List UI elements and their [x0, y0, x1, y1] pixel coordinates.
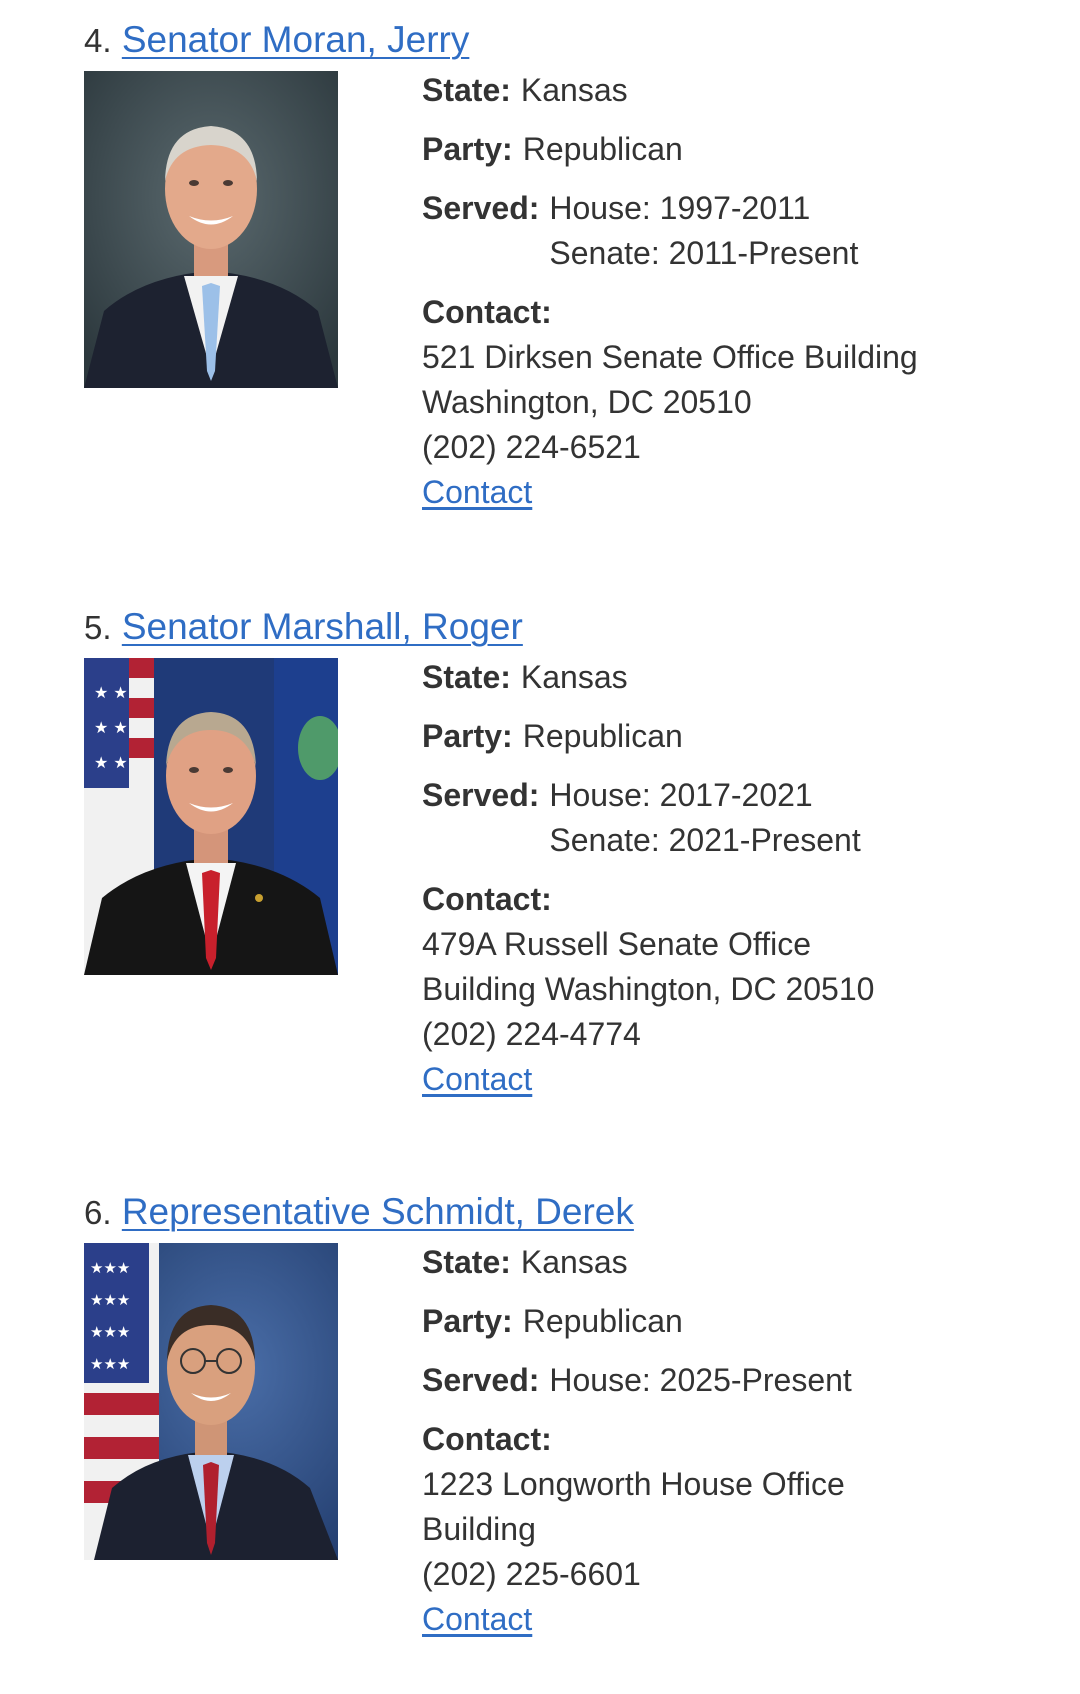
served-house: House: 2025-Present — [549, 1362, 852, 1398]
legislator-info — [422, 68, 1022, 515]
svg-text:★★★: ★★★ — [90, 1355, 131, 1373]
state-value: Kansas — [520, 1244, 628, 1280]
party-label: Party: — [422, 1303, 513, 1339]
state-label: State: — [422, 72, 511, 108]
legislator-photo — [84, 71, 338, 388]
served-label: Served: — [422, 1362, 540, 1398]
served-house: House: 2017-2021 — [549, 777, 813, 813]
entry-number: 5. — [84, 609, 112, 646]
served-label: Served: — [422, 777, 540, 813]
address-line-2: Building Washington, DC 20510 — [422, 971, 875, 1007]
party-value: Republican — [522, 131, 683, 167]
legislator-photo — [84, 658, 338, 975]
entry-number: 6. — [84, 1194, 112, 1231]
state-row — [422, 655, 1022, 700]
address-line-1: 1223 Longworth House Office — [422, 1466, 845, 1502]
contact-link[interactable]: Contact — [422, 474, 533, 510]
contact-block — [422, 877, 1022, 1102]
legislator-name-link[interactable]: Representative Schmidt, Derek — [121, 1191, 634, 1232]
phone-number: (202) 225-6601 — [422, 1556, 641, 1592]
address-line-2: Washington, DC 20510 — [422, 384, 752, 420]
served-row — [422, 773, 1022, 863]
party-row — [422, 127, 1022, 172]
party-value: Republican — [522, 718, 683, 754]
party-label: Party: — [422, 131, 513, 167]
state-label: State: — [422, 1244, 511, 1280]
party-label: Party: — [422, 718, 513, 754]
legislator-entry-marshall — [0, 597, 1080, 1127]
legislator-photo — [84, 1243, 338, 1560]
served-house: House: 1997-2011 — [549, 190, 811, 226]
served-label: Served: — [422, 190, 540, 226]
contact-link[interactable]: Contact — [422, 1061, 533, 1097]
entry-number: 4. — [84, 22, 112, 59]
svg-text:★★★: ★★★ — [90, 1259, 131, 1277]
state-row — [422, 1240, 1022, 1285]
contact-link[interactable]: Contact — [422, 1601, 533, 1637]
phone-number: (202) 224-6521 — [422, 429, 641, 465]
served-senate: Senate: 2021-Present — [549, 822, 861, 858]
entry-heading — [84, 597, 523, 657]
entry-heading — [84, 10, 469, 70]
address-line-1: 479A Russell Senate Office — [422, 926, 811, 962]
legislator-info — [422, 655, 1022, 1102]
phone-number: (202) 224-4774 — [422, 1016, 641, 1052]
svg-text:★ ★: ★ ★ — [94, 683, 128, 702]
party-value: Republican — [522, 1303, 683, 1339]
contact-label: Contact: — [422, 881, 552, 917]
entry-heading — [84, 1182, 634, 1242]
state-row — [422, 68, 1022, 113]
svg-text:★ ★: ★ ★ — [94, 718, 128, 737]
legislator-entry-schmidt — [0, 1182, 1080, 1682]
contact-label: Contact: — [422, 294, 552, 330]
address-line-1: 521 Dirksen Senate Office Building — [422, 339, 918, 375]
contact-block — [422, 290, 1022, 515]
contact-label: Contact: — [422, 1421, 552, 1457]
legislator-entry-moran — [0, 10, 1080, 540]
legislator-info — [422, 1240, 1022, 1642]
state-value: Kansas — [520, 72, 628, 108]
party-row — [422, 1299, 1022, 1344]
contact-block — [422, 1417, 1022, 1642]
svg-text:★★★: ★★★ — [90, 1323, 131, 1341]
legislator-name-link[interactable]: Senator Marshall, Roger — [121, 606, 523, 647]
served-row — [422, 186, 1022, 276]
svg-text:★★★: ★★★ — [90, 1291, 131, 1309]
party-row — [422, 714, 1022, 759]
address-line-2: Building — [422, 1511, 536, 1547]
state-label: State: — [422, 659, 511, 695]
state-value: Kansas — [520, 659, 628, 695]
served-row — [422, 1358, 1022, 1403]
legislator-name-link[interactable]: Senator Moran, Jerry — [121, 19, 470, 60]
served-senate: Senate: 2011-Present — [549, 235, 859, 271]
svg-text:★ ★: ★ ★ — [94, 753, 128, 772]
